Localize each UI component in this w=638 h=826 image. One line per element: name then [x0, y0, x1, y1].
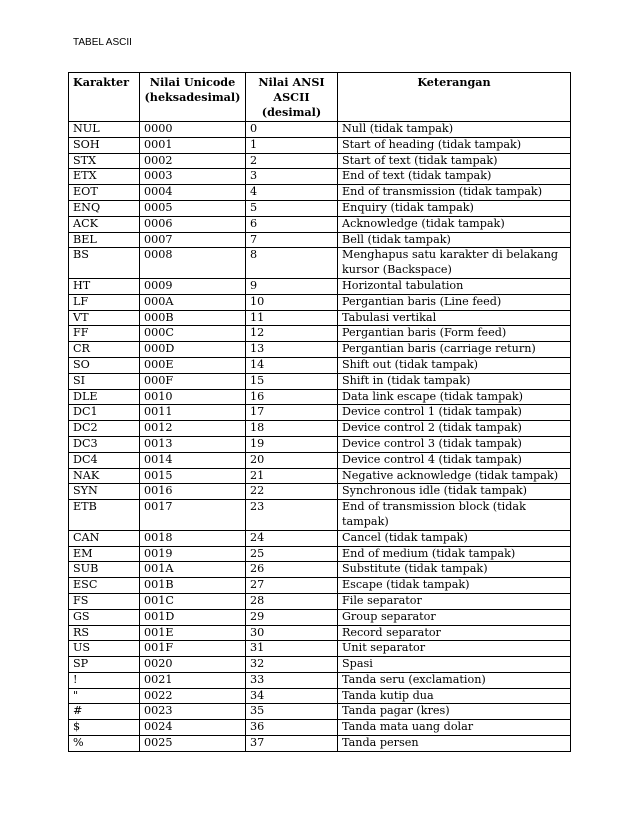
cell-karakter: STX	[69, 153, 140, 169]
cell-karakter: ACK	[69, 216, 140, 232]
cell-keterangan: End of transmission (tidak tampak)	[338, 185, 571, 201]
cell-unicode: 001A	[140, 562, 246, 578]
cell-ansi: 17	[246, 405, 338, 421]
cell-keterangan: Tabulasi vertikal	[338, 310, 571, 326]
table-row	[69, 342, 571, 358]
cell-keterangan: Tanda seru (exclamation)	[338, 672, 571, 688]
cell-karakter: DC2	[69, 421, 140, 437]
table-row	[69, 593, 571, 609]
cell-keterangan: Shift out (tidak tampak)	[338, 357, 571, 373]
cell-keterangan: Bell (tidak tampak)	[338, 232, 571, 248]
cell-unicode: 001C	[140, 593, 246, 609]
cell-unicode: 001E	[140, 625, 246, 641]
table-row	[69, 310, 571, 326]
cell-ansi: 6	[246, 216, 338, 232]
cell-ansi: 18	[246, 421, 338, 437]
table-row	[69, 373, 571, 389]
cell-unicode: 0005	[140, 200, 246, 216]
table-row	[69, 546, 571, 562]
cell-unicode: 0009	[140, 278, 246, 294]
table-row	[69, 657, 571, 673]
column-header-ansi: Nilai ANSI ASCII (desimal)	[246, 73, 338, 122]
cell-karakter: BS	[69, 248, 140, 279]
cell-keterangan: Start of heading (tidak tampak)	[338, 137, 571, 153]
cell-ansi: 29	[246, 609, 338, 625]
cell-keterangan: Shift in (tidak tampak)	[338, 373, 571, 389]
cell-unicode: 0000	[140, 122, 246, 138]
table-row	[69, 484, 571, 500]
cell-keterangan: Pergantian baris (Line feed)	[338, 294, 571, 310]
cell-karakter: CAN	[69, 530, 140, 546]
table-row	[69, 326, 571, 342]
cell-unicode: 0017	[140, 500, 246, 531]
cell-karakter: ETX	[69, 169, 140, 185]
cell-unicode: 0020	[140, 657, 246, 673]
cell-ansi: 5	[246, 200, 338, 216]
cell-keterangan: Tanda persen	[338, 736, 571, 752]
cell-unicode: 0006	[140, 216, 246, 232]
cell-karakter: NAK	[69, 468, 140, 484]
cell-unicode: 0016	[140, 484, 246, 500]
cell-ansi: 22	[246, 484, 338, 500]
cell-karakter: VT	[69, 310, 140, 326]
cell-keterangan: Enquiry (tidak tampak)	[338, 200, 571, 216]
cell-ansi: 3	[246, 169, 338, 185]
cell-keterangan: Device control 1 (tidak tampak)	[338, 405, 571, 421]
table-row	[69, 294, 571, 310]
table-row	[69, 421, 571, 437]
cell-unicode: 000F	[140, 373, 246, 389]
cell-karakter: "	[69, 688, 140, 704]
cell-keterangan: Start of text (tidak tampak)	[338, 153, 571, 169]
cell-unicode: 000C	[140, 326, 246, 342]
cell-keterangan: Tanda pagar (kres)	[338, 704, 571, 720]
table-row	[69, 405, 571, 421]
cell-keterangan: Tanda mata uang dolar	[338, 720, 571, 736]
cell-karakter: CR	[69, 342, 140, 358]
cell-karakter: ETB	[69, 500, 140, 531]
cell-ansi: 37	[246, 736, 338, 752]
table-row	[69, 185, 571, 201]
table-row	[69, 216, 571, 232]
cell-karakter: BEL	[69, 232, 140, 248]
cell-karakter: LF	[69, 294, 140, 310]
cell-karakter: RS	[69, 625, 140, 641]
cell-unicode: 001B	[140, 578, 246, 594]
cell-unicode: 0003	[140, 169, 246, 185]
cell-ansi: 33	[246, 672, 338, 688]
cell-keterangan: Cancel (tidak tampak)	[338, 530, 571, 546]
column-header-keterangan: Keterangan	[338, 73, 571, 122]
cell-keterangan: End of text (tidak tampak)	[338, 169, 571, 185]
cell-karakter: SO	[69, 357, 140, 373]
cell-ansi: 35	[246, 704, 338, 720]
cell-unicode: 001D	[140, 609, 246, 625]
cell-karakter: #	[69, 704, 140, 720]
cell-ansi: 27	[246, 578, 338, 594]
cell-keterangan: Spasi	[338, 657, 571, 673]
cell-keterangan: End of medium (tidak tampak)	[338, 546, 571, 562]
cell-keterangan: Group separator	[338, 609, 571, 625]
table-row	[69, 278, 571, 294]
cell-keterangan: End of transmission block (tidak tampak)	[338, 500, 571, 531]
cell-ansi: 32	[246, 657, 338, 673]
ascii-table	[68, 72, 571, 752]
cell-ansi: 14	[246, 357, 338, 373]
cell-keterangan: Device control 4 (tidak tampak)	[338, 452, 571, 468]
cell-unicode: 0007	[140, 232, 246, 248]
table-row	[69, 688, 571, 704]
cell-keterangan: Substitute (tidak tampak)	[338, 562, 571, 578]
cell-ansi: 4	[246, 185, 338, 201]
cell-keterangan: Pergantian baris (carriage return)	[338, 342, 571, 358]
cell-karakter: DLE	[69, 389, 140, 405]
table-row	[69, 389, 571, 405]
cell-karakter: US	[69, 641, 140, 657]
cell-unicode: 0001	[140, 137, 246, 153]
cell-karakter: !	[69, 672, 140, 688]
cell-unicode: 0011	[140, 405, 246, 421]
cell-ansi: 25	[246, 546, 338, 562]
cell-keterangan: Device control 3 (tidak tampak)	[338, 436, 571, 452]
table-row	[69, 137, 571, 153]
table-header-row	[69, 73, 571, 122]
table-row	[69, 468, 571, 484]
cell-karakter: SYN	[69, 484, 140, 500]
cell-unicode: 001F	[140, 641, 246, 657]
cell-karakter: %	[69, 736, 140, 752]
cell-karakter: DC1	[69, 405, 140, 421]
cell-unicode: 0021	[140, 672, 246, 688]
cell-unicode: 0023	[140, 704, 246, 720]
table-row	[69, 736, 571, 752]
cell-ansi: 16	[246, 389, 338, 405]
cell-karakter: DC4	[69, 452, 140, 468]
table-body	[69, 122, 571, 752]
cell-keterangan: Pergantian baris (Form feed)	[338, 326, 571, 342]
table-row	[69, 530, 571, 546]
table-row	[69, 720, 571, 736]
table-row	[69, 248, 571, 279]
cell-karakter: NUL	[69, 122, 140, 138]
column-header-unicode: Nilai Unicode (heksadesimal)	[140, 73, 246, 122]
page-header: TABEL ASCII	[73, 37, 132, 48]
cell-keterangan: Tanda kutip dua	[338, 688, 571, 704]
cell-ansi: 20	[246, 452, 338, 468]
cell-keterangan: File separator	[338, 593, 571, 609]
cell-unicode: 0010	[140, 389, 246, 405]
cell-unicode: 0019	[140, 546, 246, 562]
cell-ansi: 15	[246, 373, 338, 389]
cell-ansi: 2	[246, 153, 338, 169]
cell-karakter: EOT	[69, 185, 140, 201]
cell-ansi: 24	[246, 530, 338, 546]
cell-karakter: ESC	[69, 578, 140, 594]
table-row	[69, 578, 571, 594]
cell-karakter: SUB	[69, 562, 140, 578]
table-row	[69, 357, 571, 373]
cell-keterangan: Device control 2 (tidak tampak)	[338, 421, 571, 437]
cell-unicode: 0018	[140, 530, 246, 546]
cell-keterangan: Synchronous idle (tidak tampak)	[338, 484, 571, 500]
cell-unicode: 000E	[140, 357, 246, 373]
cell-ansi: 7	[246, 232, 338, 248]
cell-ansi: 36	[246, 720, 338, 736]
cell-unicode: 0022	[140, 688, 246, 704]
cell-keterangan: Data link escape (tidak tampak)	[338, 389, 571, 405]
cell-unicode: 0025	[140, 736, 246, 752]
cell-keterangan: Record separator	[338, 625, 571, 641]
cell-karakter: GS	[69, 609, 140, 625]
table-row	[69, 122, 571, 138]
table-row	[69, 200, 571, 216]
table-row	[69, 500, 571, 531]
cell-keterangan: Unit separator	[338, 641, 571, 657]
cell-ansi: 11	[246, 310, 338, 326]
cell-unicode: 0008	[140, 248, 246, 279]
cell-karakter: FS	[69, 593, 140, 609]
cell-karakter: SP	[69, 657, 140, 673]
cell-ansi: 26	[246, 562, 338, 578]
cell-unicode: 0015	[140, 468, 246, 484]
cell-ansi: 10	[246, 294, 338, 310]
cell-ansi: 30	[246, 625, 338, 641]
cell-ansi: 19	[246, 436, 338, 452]
cell-ansi: 34	[246, 688, 338, 704]
cell-karakter: SI	[69, 373, 140, 389]
cell-karakter: HT	[69, 278, 140, 294]
cell-keterangan: Negative acknowledge (tidak tampak)	[338, 468, 571, 484]
cell-keterangan: Acknowledge (tidak tampak)	[338, 216, 571, 232]
cell-ansi: 1	[246, 137, 338, 153]
table-row	[69, 625, 571, 641]
table-row	[69, 436, 571, 452]
cell-keterangan: Null (tidak tampak)	[338, 122, 571, 138]
cell-karakter: ENQ	[69, 200, 140, 216]
cell-karakter: DC3	[69, 436, 140, 452]
cell-ansi: 8	[246, 248, 338, 279]
cell-ansi: 12	[246, 326, 338, 342]
cell-unicode: 0024	[140, 720, 246, 736]
cell-unicode: 0014	[140, 452, 246, 468]
cell-karakter: SOH	[69, 137, 140, 153]
cell-ansi: 21	[246, 468, 338, 484]
cell-unicode: 0012	[140, 421, 246, 437]
cell-ansi: 13	[246, 342, 338, 358]
cell-karakter: FF	[69, 326, 140, 342]
table-row	[69, 153, 571, 169]
table-row	[69, 452, 571, 468]
cell-keterangan: Horizontal tabulation	[338, 278, 571, 294]
cell-unicode: 000B	[140, 310, 246, 326]
cell-ansi: 9	[246, 278, 338, 294]
cell-ansi: 0	[246, 122, 338, 138]
table-row	[69, 232, 571, 248]
cell-unicode: 0002	[140, 153, 246, 169]
table-row	[69, 169, 571, 185]
cell-keterangan: Escape (tidak tampak)	[338, 578, 571, 594]
cell-ansi: 31	[246, 641, 338, 657]
column-header-karakter: Karakter	[69, 73, 140, 122]
cell-ansi: 28	[246, 593, 338, 609]
cell-unicode: 0013	[140, 436, 246, 452]
cell-karakter: EM	[69, 546, 140, 562]
cell-karakter: $	[69, 720, 140, 736]
table-row	[69, 704, 571, 720]
table-row	[69, 641, 571, 657]
cell-unicode: 000D	[140, 342, 246, 358]
table-row	[69, 609, 571, 625]
cell-unicode: 0004	[140, 185, 246, 201]
table-row	[69, 562, 571, 578]
cell-keterangan: Menghapus satu karakter di belakang kursor (Backspace)	[338, 248, 571, 279]
table-row	[69, 672, 571, 688]
cell-ansi: 23	[246, 500, 338, 531]
cell-unicode: 000A	[140, 294, 246, 310]
